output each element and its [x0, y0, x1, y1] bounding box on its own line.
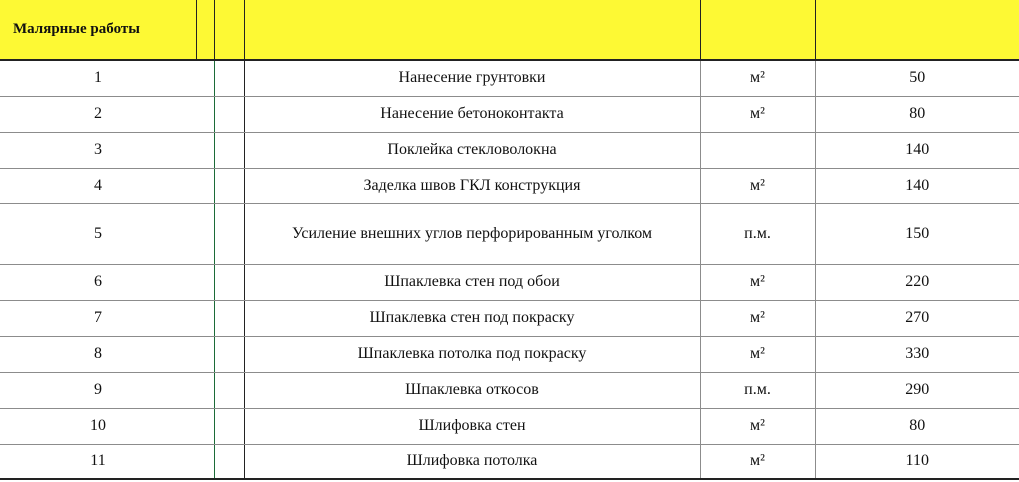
spacer-cell: [196, 300, 214, 336]
service-name: Усиление внешних углов перфорированным уголком: [244, 203, 700, 264]
table-row: [0, 60, 1019, 96]
unit-cell: п.м.: [700, 203, 815, 264]
unit-cell: м²: [700, 264, 815, 300]
service-name: Шпаклевка стен под покраску: [244, 300, 700, 336]
spacer-cell: [214, 203, 244, 264]
price-cell: 80: [815, 96, 1019, 132]
service-name: Поклейка стекловолокна: [244, 132, 700, 168]
table-row: [0, 300, 1019, 336]
header-cell: [700, 0, 815, 60]
row-number: 6: [0, 264, 196, 300]
section-title: Малярные работы: [0, 0, 196, 60]
unit-cell: м²: [700, 336, 815, 372]
row-number: 1: [0, 60, 196, 96]
price-cell: 80: [815, 408, 1019, 444]
row-number: 3: [0, 132, 196, 168]
unit-cell: м²: [700, 168, 815, 203]
spacer-cell: [196, 444, 214, 479]
spacer-cell: [214, 132, 244, 168]
table-row: [0, 372, 1019, 408]
table-row: [0, 444, 1019, 479]
unit-cell: м²: [700, 408, 815, 444]
unit-cell: м²: [700, 444, 815, 479]
table-row: [0, 203, 1019, 264]
spacer-cell: [214, 336, 244, 372]
table-row: [0, 96, 1019, 132]
service-name: Нанесение грунтовки: [244, 60, 700, 96]
price-cell: 330: [815, 336, 1019, 372]
service-name: Заделка швов ГКЛ конструкция: [244, 168, 700, 203]
spacer-cell: [214, 96, 244, 132]
header-cell: [196, 0, 214, 60]
unit-cell: [700, 132, 815, 168]
row-number: 11: [0, 444, 196, 479]
table-row: [0, 264, 1019, 300]
spacer-cell: [196, 132, 214, 168]
price-cell: 140: [815, 168, 1019, 203]
spacer-cell: [196, 408, 214, 444]
price-cell: 150: [815, 203, 1019, 264]
unit-cell: п.м.: [700, 372, 815, 408]
spacer-cell: [214, 300, 244, 336]
price-cell: 220: [815, 264, 1019, 300]
row-number: 9: [0, 372, 196, 408]
spacer-cell: [214, 408, 244, 444]
spacer-cell: [214, 60, 244, 96]
table-header-row: [0, 0, 1019, 60]
spacer-cell: [196, 168, 214, 203]
spacer-cell: [214, 444, 244, 479]
row-number: 7: [0, 300, 196, 336]
header-cell: [244, 0, 700, 60]
service-name: Шпаклевка откосов: [244, 372, 700, 408]
spacer-cell: [196, 336, 214, 372]
table-row: [0, 168, 1019, 203]
spacer-cell: [196, 96, 214, 132]
row-number: 8: [0, 336, 196, 372]
spacer-cell: [196, 264, 214, 300]
spacer-cell: [214, 372, 244, 408]
unit-cell: м²: [700, 300, 815, 336]
price-cell: 140: [815, 132, 1019, 168]
row-number: 10: [0, 408, 196, 444]
service-name: Шлифовка потолка: [244, 444, 700, 479]
spacer-cell: [214, 168, 244, 203]
price-cell: 50: [815, 60, 1019, 96]
spacer-cell: [214, 264, 244, 300]
service-name: Шлифовка стен: [244, 408, 700, 444]
row-number: 5: [0, 203, 196, 264]
spacer-cell: [196, 60, 214, 96]
service-name: Шпаклевка стен под обои: [244, 264, 700, 300]
service-name: Шпаклевка потолка под покраску: [244, 336, 700, 372]
table-row: [0, 132, 1019, 168]
spacer-cell: [196, 372, 214, 408]
price-cell: 290: [815, 372, 1019, 408]
header-cell: [214, 0, 244, 60]
price-cell: 110: [815, 444, 1019, 479]
service-name: Нанесение бетоноконтакта: [244, 96, 700, 132]
row-number: 2: [0, 96, 196, 132]
price-cell: 270: [815, 300, 1019, 336]
table-row: [0, 336, 1019, 372]
unit-cell: м²: [700, 60, 815, 96]
spacer-cell: [196, 203, 214, 264]
table-row: [0, 408, 1019, 444]
header-cell: [815, 0, 1019, 60]
unit-cell: м²: [700, 96, 815, 132]
row-number: 4: [0, 168, 196, 203]
